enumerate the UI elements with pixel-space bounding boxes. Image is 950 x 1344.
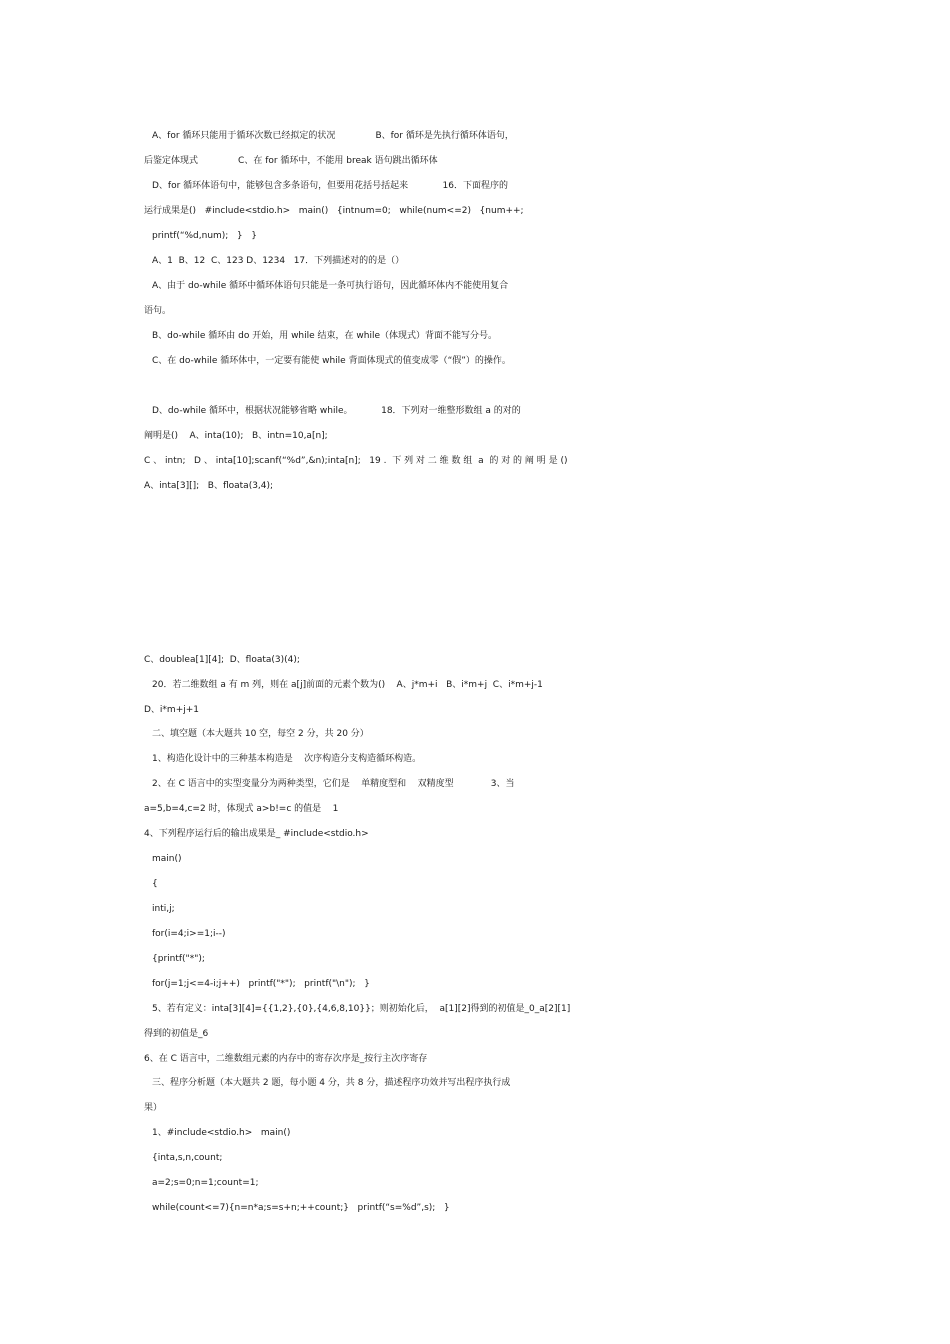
code-line: main() <box>152 854 182 864</box>
code-line: {printf("*"); <box>152 954 205 964</box>
text-line: printf(“%d,num); } } <box>152 231 257 241</box>
code-line: { <box>152 879 158 889</box>
text-line: A、1 B、12 C、123 D、1234 17．下列描述对的的是（） <box>152 256 405 266</box>
section-heading: 二、填空题（本大题共 10 空，每空 2 分，共 20 分） <box>152 729 369 739</box>
text-line: A、for 循环只能用于循环次数已经拟定的状况 B、for 循环是先执行循环体语句， <box>152 131 514 141</box>
code-line: while(count<=7){n=n*a;s=s+n;++count;} printf(“s=%d”,s); } <box>152 1203 450 1213</box>
text-line: 20．若二维数组 a 有 m 列，则在 a[j]前面的元素个数为() A、j*m+i B、i*m+j C、i*m+j-1 <box>152 680 543 690</box>
text-line: D、do-while 循环中，根据状况能够省略 while。 18．下列对一维整形数组 a 的对的 <box>152 406 521 416</box>
text-line: C、在 do-while 循环体中，一定要有能使 while 背面体现式的值变成零（“假”）的操作。 <box>152 356 511 366</box>
code-line: 1、#include<stdio.h> main() <box>152 1128 291 1138</box>
text-line: C 、 intn; D 、 inta[10];scanf(“%d”,&n);inta[n]; 19 . 下 列 对 二 维 数 组 a 的 对 的 阐 明 是 () <box>144 456 568 466</box>
code-line: for(i=4;i>=1;i--) <box>152 929 226 939</box>
text-line: 6、在 C 语言中，二维数组元素的内存中的寄存次序是_按行主次序寄存 <box>144 1054 428 1064</box>
text-line: A、由于 do-while 循环中循环体语句只能是一条可执行语句，因此循环体内不能使用复合 <box>152 281 509 291</box>
text-line: 4、下列程序运行后的输出成果是_ #include<stdio.h> <box>144 829 369 839</box>
text-line: 2、在 C 语言中的实型变量分为两种类型，它们是 单精度型和 双精度型 3、当 <box>152 779 515 789</box>
text-line: 果） <box>144 1103 163 1113</box>
text-line: 5、若有定义：inta[3][4]={{1,2},{0},{4,6,8,10}}；则初始化后， a[1][2]得到的初值是_0_a[2][1] <box>152 1004 571 1014</box>
code-line: for(j=1;j<=4-i;j++) printf("*"); printf("\n"); } <box>152 979 370 989</box>
text-line: a=5,b=4,c=2 时，体现式 a>b!=c 的值是 1 <box>144 804 339 814</box>
text-line: 1、构造化设计中的三种基本构造是 次序构造分支构造循环构造。 <box>152 754 422 764</box>
text-line: 运行成果是() #include<stdio.h> main() {intnum=0; while(num<=2) {num++; <box>144 206 524 216</box>
text-line: 得到的初值是_6 <box>144 1029 209 1039</box>
code-line: a=2;s=0;n=1;count=1; <box>152 1178 259 1188</box>
text-line: 阐明是() A、inta(10); B、intn=10,a[n]; <box>144 431 328 441</box>
text-line: 后鉴定体现式 C、在 for 循环中，不能用 break 语句跳出循环体 <box>144 156 438 166</box>
text-line: C、doublea[1][4]; D、floata(3)(4); <box>144 655 300 665</box>
text-line: A、inta[3][]; B、floata(3,4); <box>144 481 274 491</box>
text-line: D、for 循环体语句中，能够包含多条语句，但要用花括号括起来 16．下面程序的 <box>152 181 508 191</box>
text-line: B、do-while 循环由 do 开始，用 while 结束，在 while（体现式）背面不能写分号。 <box>152 331 498 341</box>
text-line: 语句。 <box>144 306 172 316</box>
code-line: {inta,s,n,count; <box>152 1153 223 1163</box>
code-line: inti,j; <box>152 904 175 914</box>
section-heading: 三、程序分析题（本大题共 2 题，每小题 4 分，共 8 分，描述程序功效并写出程序执行成 <box>152 1078 511 1088</box>
text-line: D、i*m+j+1 <box>144 705 200 715</box>
